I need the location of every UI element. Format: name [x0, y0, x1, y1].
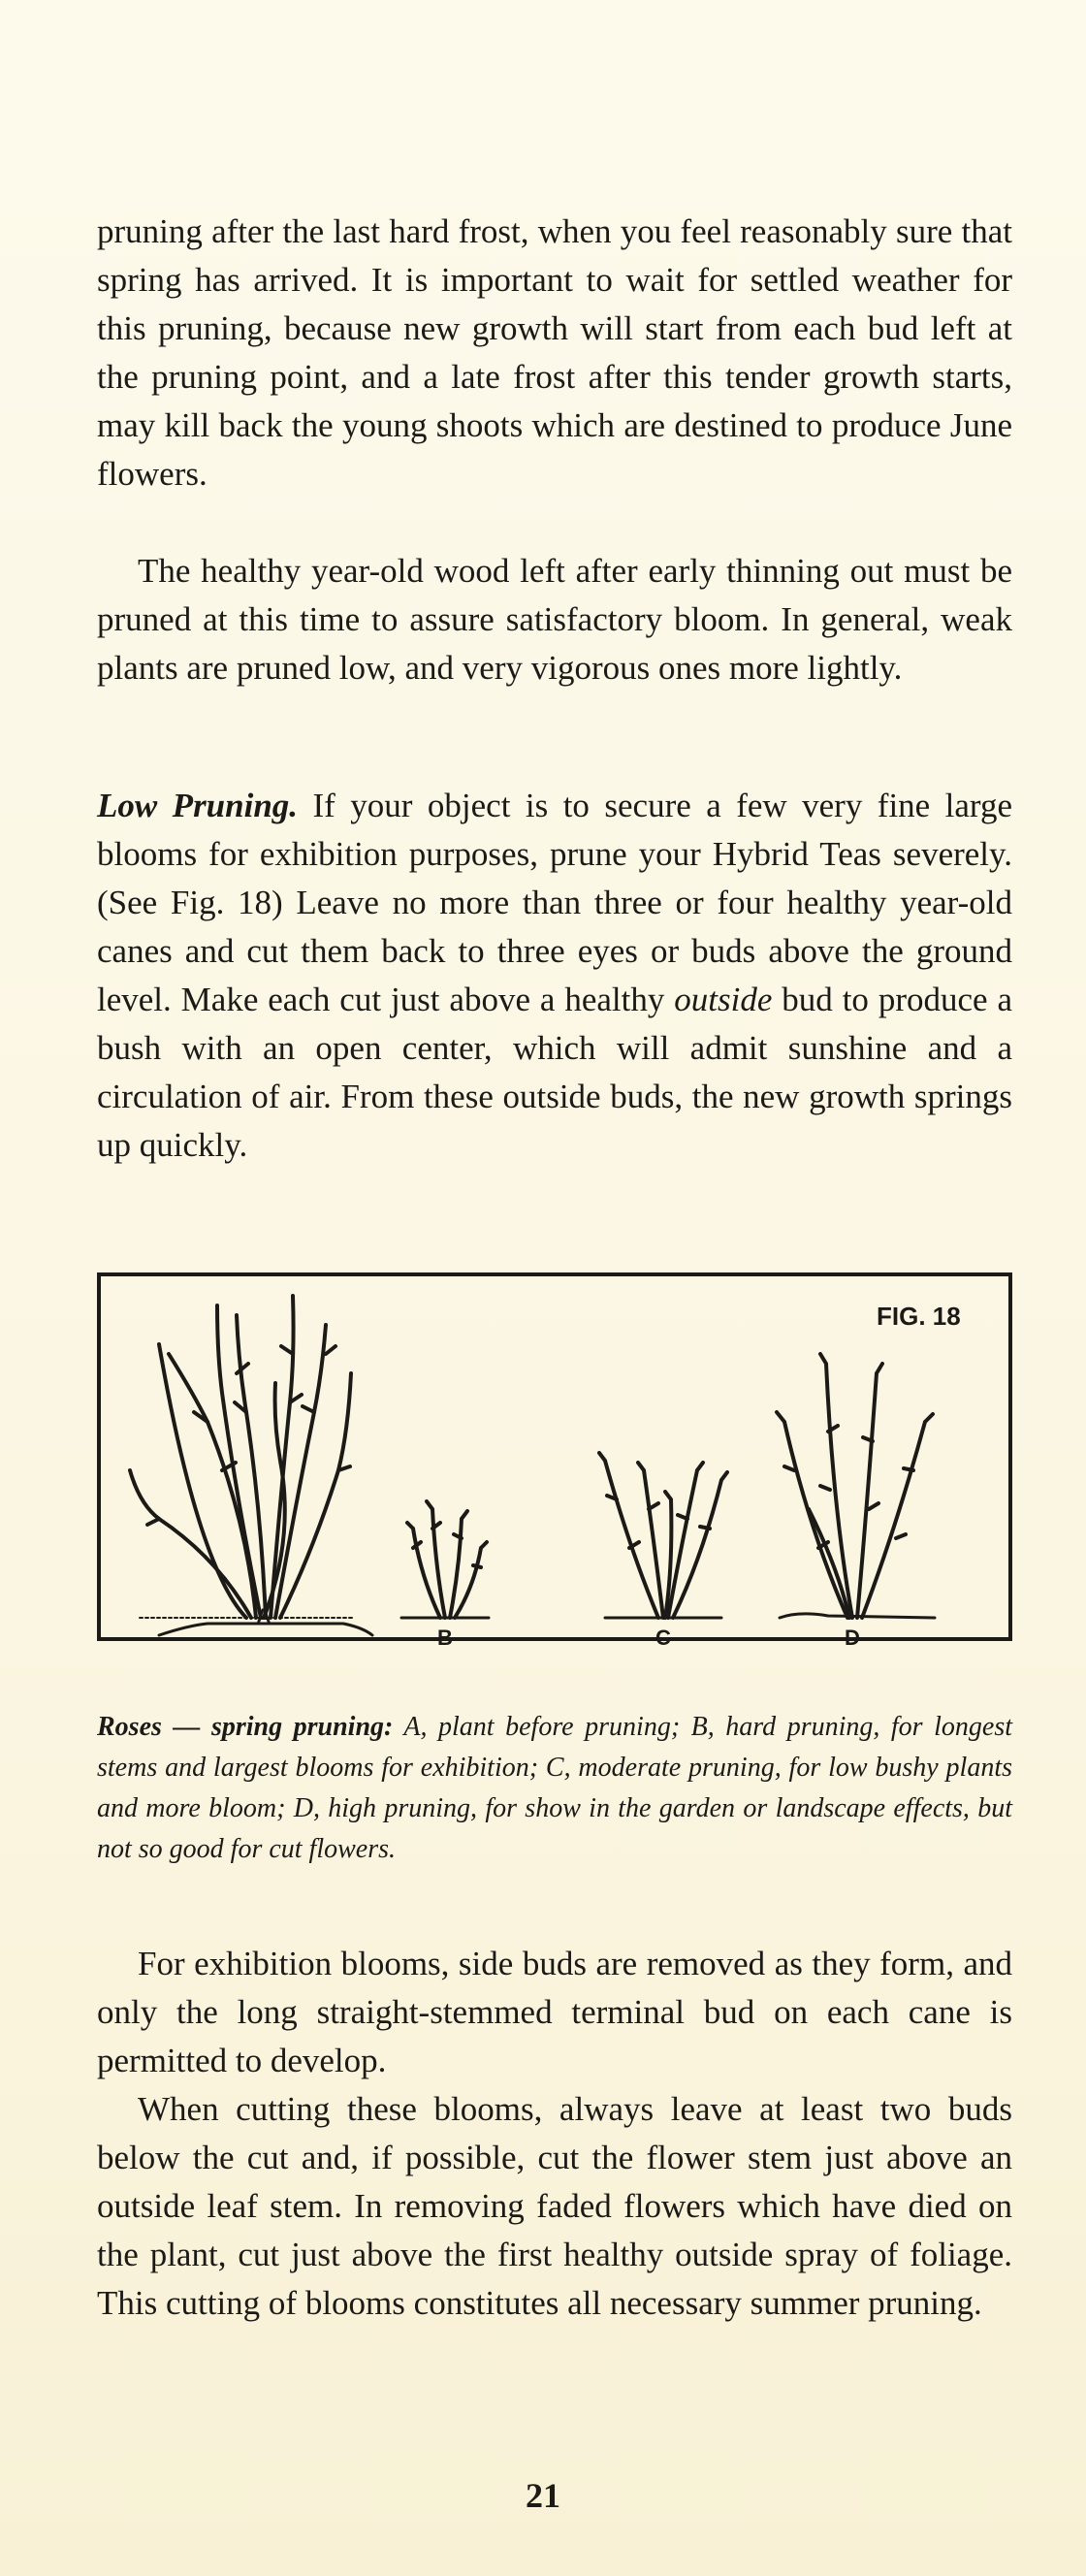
- plant-label-b: B: [437, 1626, 453, 1650]
- caption-lead: Roses — spring pruning:: [97, 1712, 394, 1742]
- outside-emphasis: outside: [674, 981, 773, 1018]
- paragraph-low-pruning: [97, 782, 1012, 1170]
- plant-label-a: A: [256, 1604, 272, 1628]
- figure-18-illustration: [97, 1272, 1012, 1650]
- page-number: 21: [526, 2476, 560, 2515]
- low-pruning-heading: Low Pruning.: [97, 787, 299, 824]
- paragraph-exhibition-blooms: For exhibition blooms, side buds are removed as they form, and only the long straight-stemmed terminal bud on each cane is permitted to develop.: [97, 1945, 1012, 2079]
- plant-a-unpruned: [130, 1296, 372, 1635]
- rose-pruning-drawing: [101, 1276, 1008, 1650]
- paragraph-frost-timing: pruning after the last hard frost, when you feel reasonably sure that spring has arrived. It is important to wait for settled weather for this pruning, because new growth will start from each bud left at the pruning point, and a late frost after this tender growth starts, may kill back the young shoots which are destined to produce June flowers.: [97, 212, 1012, 493]
- caption-text: A, plant before pruning; B, hard pruning, for longest stems and largest blooms for exhibition; C, moderate pruning, for low bushy plants and more bloom; D, high pruning, for show in the garden or landscape effects, but not so good for cut flowers.: [97, 1712, 1012, 1864]
- plant-label-d: D: [845, 1626, 860, 1650]
- paragraph-year-old-wood: The healthy year-old wood left after early thinning out must be pruned at this time to assure satisfactory bloom. In general, weak plants are pruned low, and very vigorous ones more lightly.: [97, 552, 1012, 687]
- plant-d-high: [777, 1354, 935, 1618]
- plant-label-c: C: [655, 1626, 671, 1650]
- low-pruning-text-b: bud to produce a bush with an open center, which will admit sunshine and a circulation of air. From these outside buds, the new growth springs up quickly.: [97, 981, 1013, 1164]
- plant-c-moderate: [599, 1453, 727, 1618]
- low-pruning-text-a: If your object is to secure a few very fine large blooms for exhibition purposes, prune your Hybrid Teas severely. (See Fig. 18) Leave no more than three or four healthy year-old canes and cut them back to three eyes or buds above the ground level. Make each cut just above a healthy: [97, 787, 1012, 1018]
- plant-b-hard: [401, 1501, 489, 1618]
- figure-caption: [97, 1707, 1012, 1870]
- paragraph-cutting-blooms: When cutting these blooms, always leave at least two buds below the cut and, if possible, cut the flower stem just above an outside leaf stem. In removing faded flowers which have died on the plant, cut just above the first healthy outside spray of foliage. This cutting of blooms constitutes all necessary summer pruning.: [97, 2090, 1012, 2322]
- figure-label: FIG. 18: [877, 1302, 961, 1331]
